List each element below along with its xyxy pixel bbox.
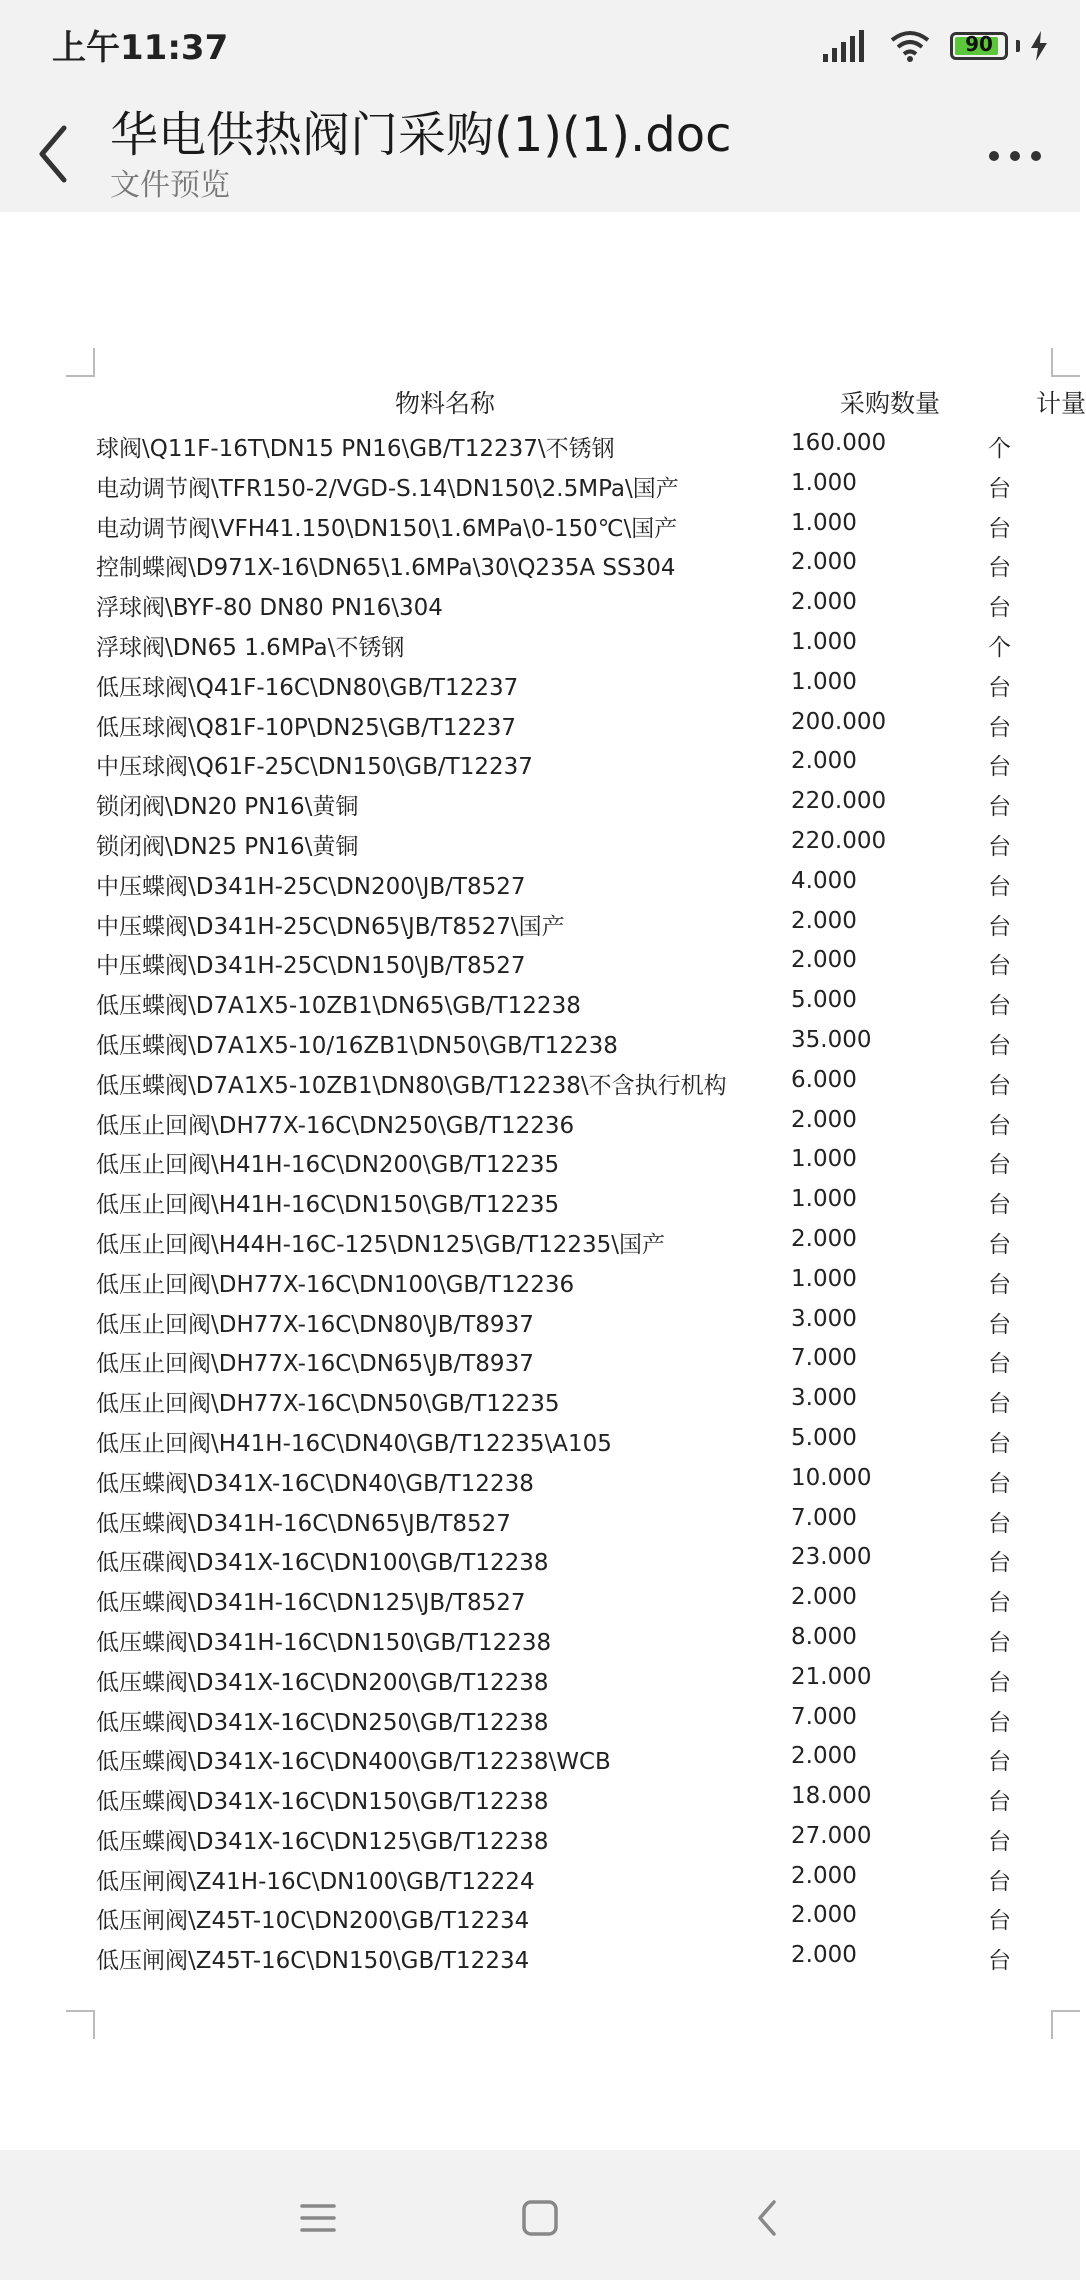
table-row bbox=[0, 1898, 1080, 1938]
material-name-cell: 低压闸阀\Z41H-16C\DN100\GB/T12224 bbox=[96, 1868, 535, 1895]
quantity-cell: 2.000 bbox=[791, 1942, 857, 1969]
quantity-cell: 1.000 bbox=[791, 1186, 857, 1213]
charging-icon bbox=[1030, 31, 1048, 61]
material-name-cell: 低压蝶阀\D341X-16C\DN125\GB/T12238 bbox=[96, 1828, 549, 1855]
quantity-cell: 2.000 bbox=[791, 549, 857, 576]
crop-mark-top-left bbox=[66, 348, 96, 378]
material-name-cell: 电动调节阀\VFH41.150\DN150\1.6MPa\0-150℃\国产 bbox=[96, 515, 678, 542]
material-name-cell: 低压止回阀\DH77X-16C\DN250\GB/T12236 bbox=[96, 1112, 575, 1139]
material-name-cell: 低压蝶阀\D7A1X5-10ZB1\DN80\GB/T12238\不含执行机构 bbox=[96, 1072, 727, 1099]
table-row bbox=[0, 1501, 1080, 1541]
unit-cell: 台 bbox=[988, 993, 1011, 1020]
crop-mark-top-right bbox=[1050, 348, 1080, 378]
material-name-cell: 低压蝶阀\D341X-16C\DN400\GB/T12238\WCB bbox=[96, 1749, 611, 1776]
quantity-cell: 8.000 bbox=[791, 1623, 857, 1650]
quantity-cell: 2.000 bbox=[791, 1584, 857, 1611]
unit-cell: 台 bbox=[988, 1112, 1011, 1139]
unit-cell: 个 bbox=[988, 634, 1011, 661]
table-row bbox=[0, 506, 1080, 546]
document-preview[interactable] bbox=[0, 212, 1086, 2150]
quantity-cell: 220.000 bbox=[791, 788, 887, 815]
crop-mark-bottom-left bbox=[66, 2009, 96, 2039]
material-name-cell: 低压蝶阀\D7A1X5-10/16ZB1\DN50\GB/T12238 bbox=[96, 1032, 618, 1059]
quantity-cell: 160.000 bbox=[791, 430, 887, 456]
signal-icon bbox=[823, 30, 868, 62]
unit-cell: 台 bbox=[988, 913, 1011, 940]
unit-cell: 台 bbox=[988, 1271, 1011, 1298]
material-name-cell: 低压闸阀\Z45T-10C\DN200\GB/T12234 bbox=[96, 1908, 530, 1935]
quantity-cell: 2.000 bbox=[791, 1106, 857, 1133]
menu-icon[interactable] bbox=[288, 2188, 348, 2248]
unit-cell: 台 bbox=[988, 475, 1011, 502]
table-row bbox=[0, 1262, 1080, 1302]
table-row bbox=[0, 625, 1080, 665]
material-name-cell: 低压闸阀\Z45T-16C\DN150\GB/T12234 bbox=[96, 1948, 530, 1975]
material-name-cell: 低压止回阀\DH77X-16C\DN100\GB/T12236 bbox=[96, 1271, 575, 1298]
battery-icon bbox=[950, 32, 1008, 60]
header-material-name: 物料名称 bbox=[395, 389, 496, 418]
unit-cell: 台 bbox=[988, 1470, 1011, 1497]
quantity-cell: 5.000 bbox=[791, 1424, 857, 1451]
table-row bbox=[0, 1023, 1080, 1063]
quantity-cell: 220.000 bbox=[791, 827, 887, 854]
quantity-cell: 23.000 bbox=[791, 1544, 872, 1571]
unit-cell: 台 bbox=[988, 1430, 1011, 1457]
battery-tip bbox=[1016, 40, 1020, 52]
quantity-cell: 4.000 bbox=[791, 867, 857, 894]
quantity-cell: 7.000 bbox=[791, 1345, 857, 1372]
unit-cell: 台 bbox=[988, 1908, 1011, 1935]
wifi-icon bbox=[890, 30, 930, 62]
unit-cell: 台 bbox=[988, 674, 1011, 701]
quantity-cell: 7.000 bbox=[791, 1504, 857, 1531]
unit-cell: 台 bbox=[988, 1828, 1011, 1855]
table-row bbox=[0, 545, 1080, 585]
quantity-cell: 2.000 bbox=[791, 748, 857, 775]
status-icons bbox=[823, 26, 1048, 66]
quantity-cell: 1.000 bbox=[791, 469, 857, 496]
material-name-cell: 低压蝶阀\D7A1X5-10ZB1\DN65\GB/T12238 bbox=[96, 993, 581, 1020]
material-name-cell: 低压碟阀\D341X-16C\DN100\GB/T12238 bbox=[96, 1550, 549, 1577]
unit-cell: 台 bbox=[988, 1669, 1011, 1696]
document-title: 华电供热阀门采购(1)(1).doc bbox=[110, 107, 732, 163]
material-name-cell: 低压止回阀\DH77X-16C\DN50\GB/T12235 bbox=[96, 1391, 560, 1418]
quantity-cell: 27.000 bbox=[791, 1822, 872, 1849]
navigation-bar bbox=[0, 2150, 1080, 2280]
table-row bbox=[0, 1938, 1080, 1978]
material-name-cell: 低压球阀\Q41F-16C\DN80\GB/T12237 bbox=[96, 674, 519, 701]
table-row bbox=[0, 1381, 1080, 1421]
unit-cell: 台 bbox=[988, 1311, 1011, 1338]
unit-cell: 台 bbox=[988, 1590, 1011, 1617]
quantity-cell: 10.000 bbox=[791, 1464, 872, 1491]
unit-cell: 台 bbox=[988, 1550, 1011, 1577]
material-name-cell: 低压蝶阀\D341H-16C\DN150\GB/T12238 bbox=[96, 1629, 552, 1656]
quantity-cell: 2.000 bbox=[791, 1225, 857, 1252]
material-name-cell: 浮球阀\BYF-80 DN80 PN16\304 bbox=[96, 595, 443, 622]
table-row bbox=[0, 824, 1080, 864]
quantity-cell: 2.000 bbox=[791, 589, 857, 616]
unit-cell: 台 bbox=[988, 1789, 1011, 1816]
material-name-cell: 球阀\Q11F-16T\DN15 PN16\GB/T12237\不锈钢 bbox=[96, 436, 615, 462]
material-name-cell: 低压蝶阀\D341X-16C\DN150\GB/T12238 bbox=[96, 1789, 549, 1816]
unit-cell: 台 bbox=[988, 1948, 1011, 1975]
table-row bbox=[0, 864, 1080, 904]
table-body bbox=[0, 426, 1080, 1978]
material-name-cell: 低压蝶阀\D341H-16C\DN125\JB/T8527 bbox=[96, 1590, 526, 1617]
quantity-cell: 2.000 bbox=[791, 1902, 857, 1929]
table-row bbox=[0, 1063, 1080, 1103]
material-name-cell: 中压蝶阀\D341H-25C\DN200\JB/T8527 bbox=[96, 873, 526, 900]
unit-cell: 台 bbox=[988, 1749, 1011, 1776]
table-row bbox=[0, 1222, 1080, 1262]
quantity-cell: 2.000 bbox=[791, 907, 857, 934]
unit-cell: 台 bbox=[988, 1391, 1011, 1418]
material-name-cell: 电动调节阀\TFR150-2/VGD-S.14\DN150\2.5MPa\国产 bbox=[96, 475, 679, 502]
unit-cell: 台 bbox=[988, 1868, 1011, 1895]
quantity-cell: 7.000 bbox=[791, 1703, 857, 1730]
quantity-cell: 21.000 bbox=[791, 1663, 872, 1690]
quantity-cell: 1.000 bbox=[791, 668, 857, 695]
header-quantity: 采购数量 bbox=[840, 389, 941, 418]
unit-cell: 个 bbox=[988, 436, 1011, 462]
material-name-cell: 低压止回阀\DH77X-16C\DN65\JB/T8937 bbox=[96, 1351, 534, 1378]
table-row bbox=[0, 1182, 1080, 1222]
quantity-cell: 2.000 bbox=[791, 947, 857, 974]
table-row bbox=[0, 744, 1080, 784]
unit-cell: 台 bbox=[988, 515, 1011, 542]
back-arrow-icon[interactable] bbox=[738, 2188, 798, 2248]
unit-cell: 台 bbox=[988, 1192, 1011, 1219]
unit-cell: 台 bbox=[988, 794, 1011, 821]
quantity-cell: 2.000 bbox=[791, 1743, 857, 1770]
quantity-cell: 1.000 bbox=[791, 628, 857, 655]
unit-cell: 台 bbox=[988, 1709, 1011, 1736]
table-row bbox=[0, 426, 1080, 466]
material-name-cell: 低压球阀\Q81F-10P\DN25\GB/T12237 bbox=[96, 714, 517, 741]
quantity-cell: 3.000 bbox=[791, 1305, 857, 1332]
unit-cell: 台 bbox=[988, 1351, 1011, 1378]
status-bar bbox=[0, 0, 1080, 90]
material-name-cell: 锁闭阀\DN25 PN16\黄铜 bbox=[96, 833, 359, 860]
table-row bbox=[0, 1103, 1080, 1143]
unit-cell: 台 bbox=[988, 714, 1011, 741]
material-name-cell: 低压蝶阀\D341X-16C\DN40\GB/T12238 bbox=[96, 1470, 534, 1497]
table-row bbox=[0, 1620, 1080, 1660]
header-unit: 计量 bbox=[1036, 389, 1086, 418]
unit-cell: 台 bbox=[988, 953, 1011, 980]
unit-cell: 台 bbox=[988, 1072, 1011, 1099]
unit-cell: 台 bbox=[988, 595, 1011, 622]
table-row bbox=[0, 1461, 1080, 1501]
quantity-cell: 5.000 bbox=[791, 987, 857, 1014]
material-name-cell: 低压止回阀\H41H-16C\DN40\GB/T12235\A105 bbox=[96, 1430, 612, 1457]
material-name-cell: 低压止回阀\H44H-16C-125\DN125\GB/T12235\国产 bbox=[96, 1231, 666, 1258]
table-row bbox=[0, 585, 1080, 625]
table-row bbox=[0, 665, 1080, 705]
material-name-cell: 中压蝶阀\D341H-25C\DN65\JB/T8527\国产 bbox=[96, 913, 565, 940]
table-row bbox=[0, 1540, 1080, 1580]
material-name-cell: 低压止回阀\H41H-16C\DN200\GB/T12235 bbox=[96, 1152, 560, 1179]
table-row bbox=[0, 983, 1080, 1023]
material-name-cell: 低压蝶阀\D341X-16C\DN250\GB/T12238 bbox=[96, 1709, 549, 1736]
quantity-cell: 2.000 bbox=[791, 1862, 857, 1889]
material-name-cell: 浮球阀\DN65 1.6MPa\不锈钢 bbox=[96, 634, 405, 661]
material-name-cell: 低压蝶阀\D341H-16C\DN65\JB/T8527 bbox=[96, 1510, 511, 1537]
unit-cell: 台 bbox=[988, 1629, 1011, 1656]
quantity-cell: 18.000 bbox=[791, 1783, 872, 1810]
crop-mark-bottom-right bbox=[1050, 2009, 1080, 2039]
document-subtitle: 文件预览 bbox=[110, 168, 230, 203]
table-row bbox=[0, 1819, 1080, 1859]
table-row bbox=[0, 784, 1080, 824]
table-row bbox=[0, 705, 1080, 745]
app-bar bbox=[0, 90, 1080, 212]
quantity-cell: 1.000 bbox=[791, 509, 857, 536]
quantity-cell: 3.000 bbox=[791, 1385, 857, 1412]
table-row bbox=[0, 1660, 1080, 1700]
quantity-cell: 6.000 bbox=[791, 1066, 857, 1093]
home-square-icon[interactable] bbox=[510, 2188, 570, 2248]
quantity-cell: 200.000 bbox=[791, 708, 887, 735]
unit-cell: 台 bbox=[988, 555, 1011, 582]
table-row bbox=[0, 1421, 1080, 1461]
back-button[interactable] bbox=[26, 114, 86, 194]
quantity-cell: 35.000 bbox=[791, 1026, 872, 1053]
unit-cell: 台 bbox=[988, 833, 1011, 860]
status-time: 上午11:37 bbox=[52, 28, 229, 68]
table-row bbox=[0, 904, 1080, 944]
material-name-cell: 低压止回阀\DH77X-16C\DN80\JB/T8937 bbox=[96, 1311, 534, 1338]
battery-level-text: 90 bbox=[965, 32, 993, 56]
unit-cell: 台 bbox=[988, 873, 1011, 900]
table-row bbox=[0, 466, 1080, 506]
more-options-button[interactable] bbox=[980, 124, 1050, 184]
material-name-cell: 低压蝶阀\D341X-16C\DN200\GB/T12238 bbox=[96, 1669, 549, 1696]
material-name-cell: 中压球阀\Q61F-25C\DN150\GB/T12237 bbox=[96, 754, 533, 781]
table-row bbox=[0, 1580, 1080, 1620]
table-row bbox=[0, 943, 1080, 983]
material-name-cell: 低压止回阀\H41H-16C\DN150\GB/T12235 bbox=[96, 1192, 560, 1219]
table-row bbox=[0, 1779, 1080, 1819]
table-row bbox=[0, 1700, 1080, 1740]
material-name-cell: 中压蝶阀\D341H-25C\DN150\JB/T8527 bbox=[96, 953, 526, 980]
quantity-cell: 1.000 bbox=[791, 1265, 857, 1292]
table-row bbox=[0, 1739, 1080, 1779]
material-name-cell: 控制蝶阀\D971X-16\DN65\1.6MPa\30\Q235A SS304 bbox=[96, 555, 676, 582]
table-row bbox=[0, 1142, 1080, 1182]
table-row bbox=[0, 1341, 1080, 1381]
quantity-cell: 1.000 bbox=[791, 1146, 857, 1173]
material-name-cell: 锁闭阀\DN20 PN16\黄铜 bbox=[96, 794, 359, 821]
unit-cell: 台 bbox=[988, 1152, 1011, 1179]
unit-cell: 台 bbox=[988, 1231, 1011, 1258]
table-row bbox=[0, 1302, 1080, 1342]
table-row bbox=[0, 1859, 1080, 1899]
unit-cell: 台 bbox=[988, 1032, 1011, 1059]
unit-cell: 台 bbox=[988, 1510, 1011, 1537]
unit-cell: 台 bbox=[988, 754, 1011, 781]
